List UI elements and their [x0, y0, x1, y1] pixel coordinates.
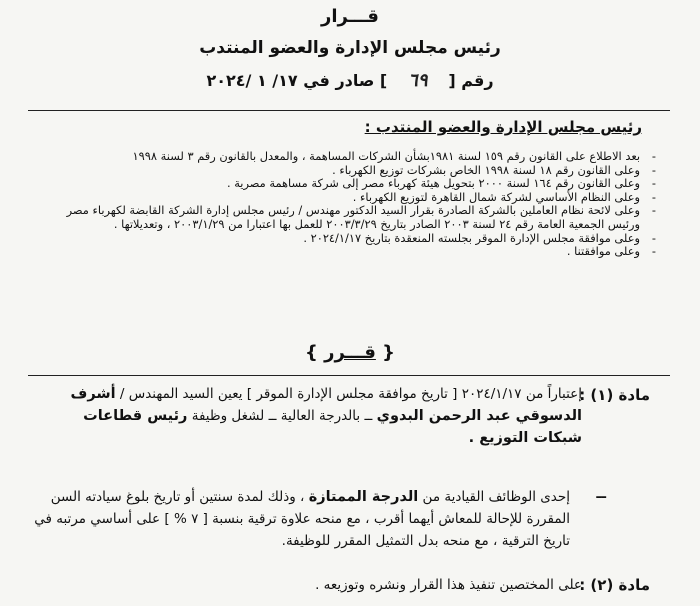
article-1-para2-rest: ، وذلك لمدة سنتين أو تاريخ بلوغ سيادته السن المقررة للإحالة للمعاش أيهما أقرب ، مع منحه علاوة ترقية بنسبة [ ٧ % ] على أساسي مرتبه في تاريخ الترقية ، مع منحه بدل التمثيل المقرر للوظيفة.: [34, 489, 570, 549]
preamble-clause: - وعلى لائحة نظام العاملين بالشركة الصادرة بقرار السيد الدكتور مهندس / رئيس مجلس إدارة الشركة القابضة لكهرباء مصر ورئيس الجمعية العامة رقم ٢٤ لسنة ٢٠٠٣ الصادر بتاريخ ٢٠٠٣/٣/٢٩ للعمل بها اعتبارا من ٢٠٠٣/١/٢٩ ، وتعديلاتها .: [46, 204, 656, 231]
article-2-label: مادة (٢) :: [579, 576, 650, 594]
article-1-intro: إعتباراً من ٢٠٢٤/١/١٧ [ تاريخ موافقة مجلس الإدارة الموقر ] يعين السيد المهندس /: [119, 386, 582, 402]
grade-name: الدرجة الممتازة: [308, 489, 419, 505]
article-1-paragraph-1: [30, 383, 582, 449]
preamble-clause: - وعلى موافقتنا .: [46, 245, 656, 259]
preamble-title: رئيس مجلس الإدارة والعضو المنتدب :: [364, 118, 642, 136]
close-brace: }: [305, 342, 325, 363]
top-divider: [28, 110, 670, 111]
decision-divider: [28, 375, 670, 376]
article-1-label: مادة (١) :: [579, 386, 650, 404]
issuer-title: رئيس مجلس الإدارة والعضو المنتدب: [199, 38, 501, 58]
preamble-clause: - بعد الاطلاع على القانون رقم ١٥٩ لسنة ١٩٨١بشأن الشركات المساهمة ، والمعدل بالقانون رقم ٣ لسنة ١٩٩٨: [46, 150, 656, 164]
appointed-position: رئيس قطاعات شبكات التوزيع .: [83, 408, 582, 446]
document-title: قـــرار: [321, 6, 379, 27]
paragraph-dash: ــ: [596, 486, 606, 502]
preamble-clause: - وعلى النظام الأساسي لشركة شمال القاهرة لتوزيع الكهرباء .: [46, 191, 656, 205]
decision-number: ٦٩: [408, 70, 428, 91]
open-brace: {: [375, 342, 395, 363]
decision-heading: [0, 342, 700, 363]
article-2-text: على المختصين تنفيذ هذا القرار ونشره وتوزيعه .: [315, 577, 582, 593]
number-suffix: ] صادر في: [303, 71, 388, 90]
article-1-para2-start: إحدى الوظائف القيادية من: [422, 489, 570, 505]
preamble-clause: - وعلى القانون رقم ١٦٤ لسنة ٢٠٠٠ بتحويل هيئة كهرباء مصر إلى شركة مساهمة مصرية .: [46, 177, 656, 191]
issue-date: ١٧/ ١ /٢٠٢٤: [206, 71, 298, 90]
article-1-grade-text: ــ بالدرجة العالية ــ لشغل وظيفة: [191, 408, 373, 424]
preamble-clause: - وعلى موافقة مجلس الإدارة الموقر بجلسته المنعقدة بتاريخ ٢٠٢٤/١/١٧ .: [46, 232, 656, 246]
preamble-clauses: [46, 150, 656, 259]
preamble-clause: - وعلى القانون رقم ١٨ لسنة ١٩٩٨ الخاص بشركات توزيع الكهرباء .: [46, 164, 656, 178]
appointee-name: أشرف الدسوقي عبد الرحمن البدوي: [70, 386, 582, 424]
number-prefix: رقم [: [448, 71, 494, 90]
decision-heading-text: قـــرر: [324, 342, 376, 363]
article-1-paragraph-2: [30, 486, 570, 552]
decision-number-line: [0, 70, 700, 91]
